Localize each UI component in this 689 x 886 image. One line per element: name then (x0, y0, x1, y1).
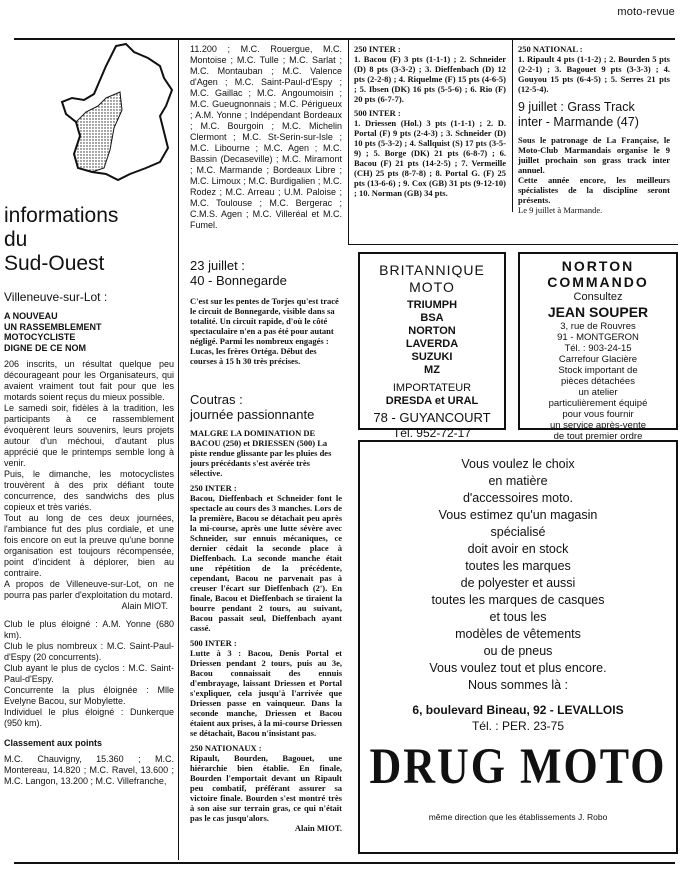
results-text: 1. Bacou (F) 3 pts (1-1-1) ; 2. Schneider (D) 8 pts (3-3-2) ; 3. Dieffenbach (D) 12 pts (2-2-8) ; 4. Riquelme (F) 15 pts (4-6-5) ; 5. Ibsen (DK) 16 pts (5-5-6) ; 6. Rio (F) 20 pts (6-7-7). (354, 54, 506, 104)
importer-name: DRESDA et URAL (385, 395, 479, 407)
paragraph: 206 inscrits, un résultat quelque peu décourageant pour les Organisateurs, qui avaient vraiment tout fait pour que les motards soient reçus du mieux possible. (4, 359, 174, 402)
ad-line: pour vous fournir (562, 409, 634, 420)
subhead-line: DIGNE DE CE NOM (4, 342, 87, 353)
ad-title: COMMANDO (547, 274, 649, 290)
ad-line: Vous voulez tout et plus encore. (429, 661, 607, 675)
paragraph: Le 9 juillet à Marmande. (518, 205, 603, 215)
heading-line: journée passionnante (190, 407, 315, 422)
brand-name: SUZUKI (411, 351, 453, 363)
ad-line: ou de pneus (483, 644, 553, 658)
section-label: 250 NATIONAL : (518, 44, 583, 54)
section-label: 250 NATIONAUX : (190, 743, 262, 753)
ad-line: modèles de vêtements (455, 627, 581, 641)
ad-line: doit avoir en stock (467, 542, 569, 556)
heading-line: 40 - Bonnegarde (190, 273, 287, 288)
paragraph: Cette année encore, les meilleurs spécialistes de la discipline seront présents. (518, 175, 670, 205)
column-rule-2 (348, 40, 349, 244)
shop-phone: Tél. : PER. 23-75 (471, 719, 565, 733)
subhead-line: MOTOCYCLISTE (4, 332, 76, 342)
paragraph: Bacou, Dieffenbach et Schneider font le spectacle au cours des 3 manches. Lors de la première, Bacou se détachait peu après la mi-course, après une lutte sévère avec Schneider, sur ennuis mécaniques, ce dernier cédait la seconde place à Dieffenbach. La seconde manche était une répétition de la précédente, cependant, Bacou ne parvenait pas à creuser l'écart sur Dieffenbach (2'). En finale, Bacou et Dieffenbach se tiraient la bourre pendant 2 tours, au suivant, Bacou passait seul, Dieffenbach ayant cassé. (190, 493, 342, 633)
classement-title: Classement aux points (4, 738, 103, 748)
classement-text: M.C. Chauvigny, 15.360 ; M.C. Montereau, 14.820 ; M.C. Ravel, 13.600 ; M.C. Langon, 13.200 ; M.C. Villefranche, (4, 754, 174, 786)
club-line: Concurrente la plus éloignée : Mlle Evelyne Bacou, sur Mobylette. (4, 685, 174, 706)
brand-name: TRIUMPH (406, 299, 458, 311)
brand-list (360, 299, 504, 377)
ad-line: et tous les (489, 610, 547, 624)
ad-top-rule (348, 244, 678, 245)
brand-name: LAVERDA (405, 338, 459, 350)
place-heading: Villeneuve-sur-Lot : (4, 290, 108, 304)
ad-footer: même direction que les établissements J. Robo (428, 812, 608, 822)
dealer-name: JEAN SOUPER (547, 304, 649, 320)
ad-line: 91 - MONTGERON (557, 332, 639, 343)
ad-title: MOTO (409, 279, 455, 295)
author-signature: Alain MIOT. (121, 601, 168, 611)
marmande-heading (518, 100, 678, 130)
bonnegarde-body: C'est sur les pentes de Torjes qu'est tracé le circuit de Bonnegarde, visible dans sa totalité. Un circuit rapide, d'où le côté spectaculaire n'en a pas été pour autant négligé. Parmi les nombreux engagés : Lucas, les frères Ortéga. Début des courses à 15 h 30 très précises. (190, 296, 339, 366)
shop-address: 6, boulevard Bineau, 92 - LEVALLOIS (412, 703, 624, 717)
ad-line: Nous sommes là : (467, 678, 569, 692)
publication-header: moto-revue (617, 6, 675, 18)
coutras-heading (190, 392, 342, 422)
ad-line: Vous voulez le choix (461, 457, 575, 471)
paragraph: Lutte à 3 : Bacou, Denis Portal et Driessen pendant 2 tours, puis au 3e, Bacou connaissait des ennuis d'embrayage, laissant Driessen et Portal s'expliquer, cela jusqu'à l'arrivée que Driessen passe en vainqueur. Dans la seconde manche, Driessen et Bacou étaient aux prises, à la mi-course Driessen se détachait, Bacou n'insistant pas. (190, 648, 342, 738)
club-line: Individuel le plus éloigné : Dunkerque (950 km). (4, 707, 174, 728)
heading-line: inter - Marmande (47) (518, 115, 639, 129)
ad-line: toutes les marques de casques (431, 593, 605, 607)
ad-copy (360, 456, 676, 694)
paragraph: Le samedi soir, fidèles à la tradition, les participants à ce rassemblement évoquèrent leurs souvenirs, leurs projets autour d'un méchoui, d'autant plus apprécié que le printemps semble long à venir. (4, 403, 174, 468)
ad-norton-commando (518, 252, 678, 442)
paragraph: Puis, le dimanche, les motocyclistes trouvèrent à des prix défiant toute concurrence, des sandwichs des plus copieux et très variés. (4, 469, 174, 512)
ad-line: particulièrement équipé (548, 398, 648, 409)
paragraph: MALGRE LA DOMINATION DE BACOU (250) et DRIESSEN (500) La piste rendue glissante par les pluies des jours précédants s'est avérée très sélective. (190, 428, 332, 478)
section-label: 500 INTER : (190, 638, 237, 648)
dealer-details (520, 321, 676, 442)
author-signature: Alain MIOT. (294, 823, 342, 833)
ad-britannique-moto (358, 252, 506, 440)
results-250-500 (354, 44, 506, 198)
paragraph: Sous le patronage de La Française, le Moto-Club Marmandais organise le 9 juillet prochain son grass track inter annuel. (518, 135, 670, 175)
heading-line: 9 juillet : Grass Track (518, 100, 635, 114)
section-label: 250 INTER : (354, 44, 401, 54)
ad-line: de polyester et aussi (460, 576, 576, 590)
brand-name: NORTON (408, 325, 456, 337)
column-rule-1 (178, 40, 179, 860)
drug-moto-logo: DRUG MOTO (369, 738, 667, 795)
marmande-body (518, 135, 670, 215)
ad-line: Tél. : 903-24-15 (564, 343, 632, 354)
ad-line: Vous estimez qu'un magasin (438, 508, 598, 522)
importer-label: IMPORTATEUR (392, 382, 472, 394)
ad-line: en matière (488, 474, 548, 488)
ad-line: pièces détachées (561, 376, 635, 387)
clubs-continuation: 11.200 ; M.C. Rouergue, M.C. Montoise ; M.C. Tulle ; M.C. Sarlat ; M.C. Montauban ; M.C. Valence d'Agen ; M.C. Saint-Paul-d'Espy ; M.C. Gaillac ; M.C. Angoumoisin ; M.C. Gueugnonnais ; M.C. Périgueux ; A.M. Yonne ; Indépendant Bordeaux ; M.C. Bourgoin ; M.C. Michelin Clermont ; M.C. St-Serin-sur-Isle ; M.C. Libourne ; M.C. Agen ; M.C. Bassin (Decaseville) ; M.C. Miramont ; M.C. Marmande ; Bordeaux Libre ; M.C. Limoux ; M.C. Burdigalien ; M.C. Rodez ; M.C. Arreau ; U.M. Paloise ; M.C. Toulouse ; M.C. Bergerac ; C.M.S. Agen ; M.C. Villeréal et M.C. Fumel. (190, 44, 342, 230)
bottom-rule (14, 862, 675, 864)
ad-line: toutes les marques (465, 559, 571, 573)
heading-line-2: du (4, 228, 28, 251)
ad-line: de tout premier ordre (553, 431, 643, 442)
results-national (518, 44, 670, 94)
importer-phone: Tél. 952-72-17 (392, 426, 472, 440)
heading-line-3: Sud-Ouest (4, 252, 105, 275)
brand-name: BSA (420, 312, 444, 324)
coutras-body (190, 428, 342, 833)
club-line: Club le plus éloigné : A.M. Yonne (680 km). (4, 619, 174, 640)
paragraph: Tout au long de ces deux journées, l'ambiance fut des plus cordiale, et une fois encore on eut la preuve qu'une bonne organisation est toujours récompensée, point d'incident à déplorer, bien au contraire. (4, 513, 174, 578)
article-subhead (4, 311, 174, 353)
ad-title: BRITANNIQUE (379, 262, 485, 278)
ad-drug-moto (358, 440, 678, 854)
results-text: 1. Ripault 4 pts (1-1-2) ; 2. Bourden 5 pts (2-2-1) ; 3. Bagouet 9 pts (3-3-3) ; 4. Gouyou 15 pts (6-4-5) ; 5. Serres 21 pts (12-5-4). (518, 54, 670, 94)
section-label: 250 INTER : (190, 483, 237, 493)
bonnegarde-heading (190, 258, 342, 288)
heading-line: 23 juillet : (190, 258, 245, 273)
ad-line: spécialisé (490, 525, 546, 539)
paragraph: Ripault, Bourden, Bagouet, une hiérarchie bien établie. En finale, Bourden l'emportait devant un Ripault peu combatif, préférant assurer sa victoire finale. Bourden s'est montré très à son aise sur terrain gras, ce qui n'était pas le cas jusqu'alors. (190, 753, 342, 823)
heading-line-1: informations (4, 204, 119, 227)
ad-line: d'accessoires moto. (462, 491, 574, 505)
article-heading (4, 204, 174, 276)
column-rule-3 (512, 40, 513, 212)
subhead-line: UN RASSEMBLEMENT (4, 321, 102, 332)
ad-title: NORTON (561, 258, 635, 274)
heading-line: Coutras : (190, 392, 243, 407)
ad-line: un service après-vente (549, 420, 647, 431)
importer-city: 78 - GUYANCOURT (373, 410, 491, 425)
ad-text: Consultez (573, 291, 623, 303)
ad-line: Carrefour Glacière (558, 354, 638, 365)
subhead-line: A NOUVEAU (4, 311, 58, 321)
brand-name: MZ (424, 364, 440, 376)
ad-line: un atelier (578, 387, 618, 398)
article-body (4, 359, 174, 787)
club-line: Club le plus nombreux : M.C. Saint-Paul-d'Espy (20 concurrents). (4, 641, 174, 662)
ad-line: 3, rue de Rouvres (560, 321, 636, 332)
france-map-icon (56, 40, 178, 190)
ad-line: Stock important de (558, 365, 638, 376)
results-text: 1. Driessen (Hol.) 3 pts (1-1-1) ; 2. D. Portal (F) 9 pts (2-4-3) ; 3. Schneider (D) 10 pts (5-3-2) ; 4. Sallquist (S) 17 pts (3-5-9) ; 5. Borge (DK) 21 pts (6-8-7) ; 6. Bacou (F) 21 pts (14-2-5) ; 7. Vermeille (CH) 25 pts (8-7-8) ; 8. Portal G. (F) 25 pts (13-6-6) ; 9. Cox (GB) 31 pts (9-12-10) ; 10. Norman (GB) 34 pts. (354, 118, 506, 198)
paragraph: A propos de Villeneuve-sur-Lot, on ne pourra pas parler d'exploitation du motard. (4, 579, 174, 600)
club-line: Club ayant le plus de cyclos : M.C. Saint-Paul-d'Espy. (4, 663, 174, 684)
section-label: 500 INTER : (354, 108, 401, 118)
